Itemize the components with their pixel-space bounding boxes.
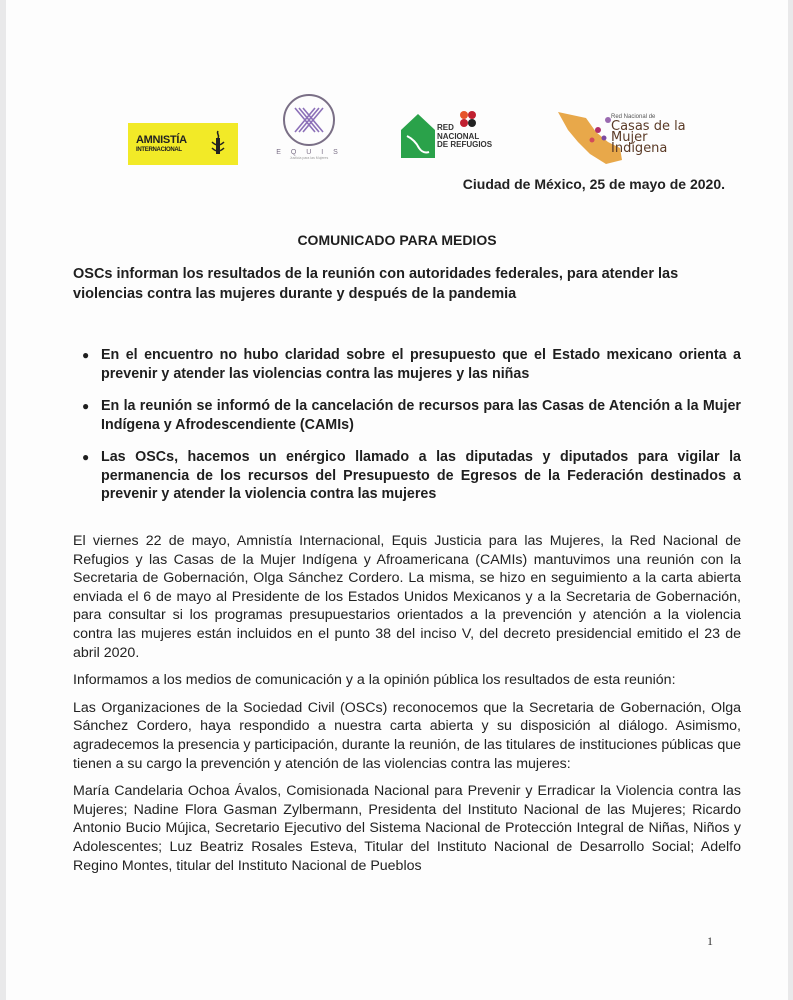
casas-mujer-indigena-logo <box>556 108 686 170</box>
bullet-icon: ● <box>82 399 90 413</box>
body-paragraph: Informamos a los medios de comunicación y a la opinión pública los resultados de esta reunión: <box>73 672 676 689</box>
bullet-icon: ● <box>82 348 90 362</box>
key-point: ● Las OSCs, hacemos un enérgico llamado a las diputadas y diputados para vigilar la permanencia de los recursos del Presupuesto de Egresos de la Federación destinados a prevenir y atender la violencia contra las mujeres <box>82 449 741 502</box>
casas-mujer-text: Red Nacional de Casas de la Mujer Indígena <box>611 114 686 156</box>
body-paragraph: María Candelaria Ochoa Ávalos, Comisionada Nacional para Prevenir y Erradicar la Violencia contra las Mujeres; Nadine Flora Gasman Zylbermann, Presidenta del Instituto Nacional de las Mujeres; Ricardo Antonio Bucio Mújica, Secretario Ejecutivo del Sistema Nacional de Protección Integral de Niñas, Niños y Adolescentes; Luz Beatriz Rosales Esteva, Titular del Instituto Nacional de Desarrollo Social; Adelfo Regino Montes, titular del Instituto Nacional de Pueblos <box>73 783 741 874</box>
key-point: ● En la reunión se informó de la cancelación de recursos para las Casas de Atención a la Mujer Indígena y Afrodescendiente (CAMIs) <box>82 398 741 433</box>
key-points-list <box>82 346 741 518</box>
document-subtitle: OSCs informan los resultados de la reunión con autoridades federales, para atender las violencias contra las mujeres durante y después de la pandemia <box>73 266 679 302</box>
red-refugios-text: RED NACIONAL DE REFUGIOS <box>437 123 493 149</box>
red-refugios-logo <box>399 108 519 168</box>
equis-logo: E Q U I S Justicia para las Mujeres <box>274 94 344 174</box>
body-paragraph: Las Organizaciones de la Sociedad Civil (OSCs) reconocemos que la Secretaria de Gobernación, Olga Sánchez Cordero, haya respondido a nuestra carta abierta y su disposición al diálogo. Asimismo, agradecemos la presencia y participación, durante la reunión, de las titulares de instituciones públicas que tienen a su cargo la prevención y atención de las violencias contra las mujeres: <box>73 699 741 772</box>
document-page <box>6 0 788 1000</box>
bullet-icon: ● <box>82 450 90 464</box>
body-paragraph: El viernes 22 de mayo, Amnistía Internacional, Equis Justicia para las Mujeres, la Red Nacional de Refugios y las Casas de la Mujer Indígena y Afroamericana (CAMIs) mantuvimos una reunión con la Secretaria de Gobernación, Olga Sánchez Cordero. La misma, se hizo en seguimiento a la carta abierta enviada el 6 de mayo al Presidente de los Estados Unidos Mexicanos y a la Secretaria de Gobernación, para consultar si los programas presupuestarios orientados a la prevención y atención a la violencia contra las mujeres están incluidos en el punto 38 del inciso V, del decreto presidencial emitido el 23 de abril 2020. <box>73 533 741 661</box>
amnistia-logo <box>128 123 238 165</box>
document-title: COMUNICADO PARA MEDIOS <box>297 232 497 248</box>
house-mexico-icon <box>399 110 437 160</box>
document-date: Ciudad de México, 25 de mayo de 2020. <box>462 176 725 192</box>
page-number: 1 <box>707 934 713 948</box>
document-body <box>73 532 741 884</box>
logo-header <box>6 0 788 170</box>
candle-icon <box>208 130 228 158</box>
key-point: ● En el encuentro no hubo claridad sobre el presupuesto que el Estado mexicano orienta a prevenir y atender las violencias contra las mujeres y las niñas <box>82 347 741 382</box>
equis-circle-icon <box>283 94 335 146</box>
amnistia-logo-text: AMNISTÍA INTERNACIONAL <box>136 133 187 153</box>
